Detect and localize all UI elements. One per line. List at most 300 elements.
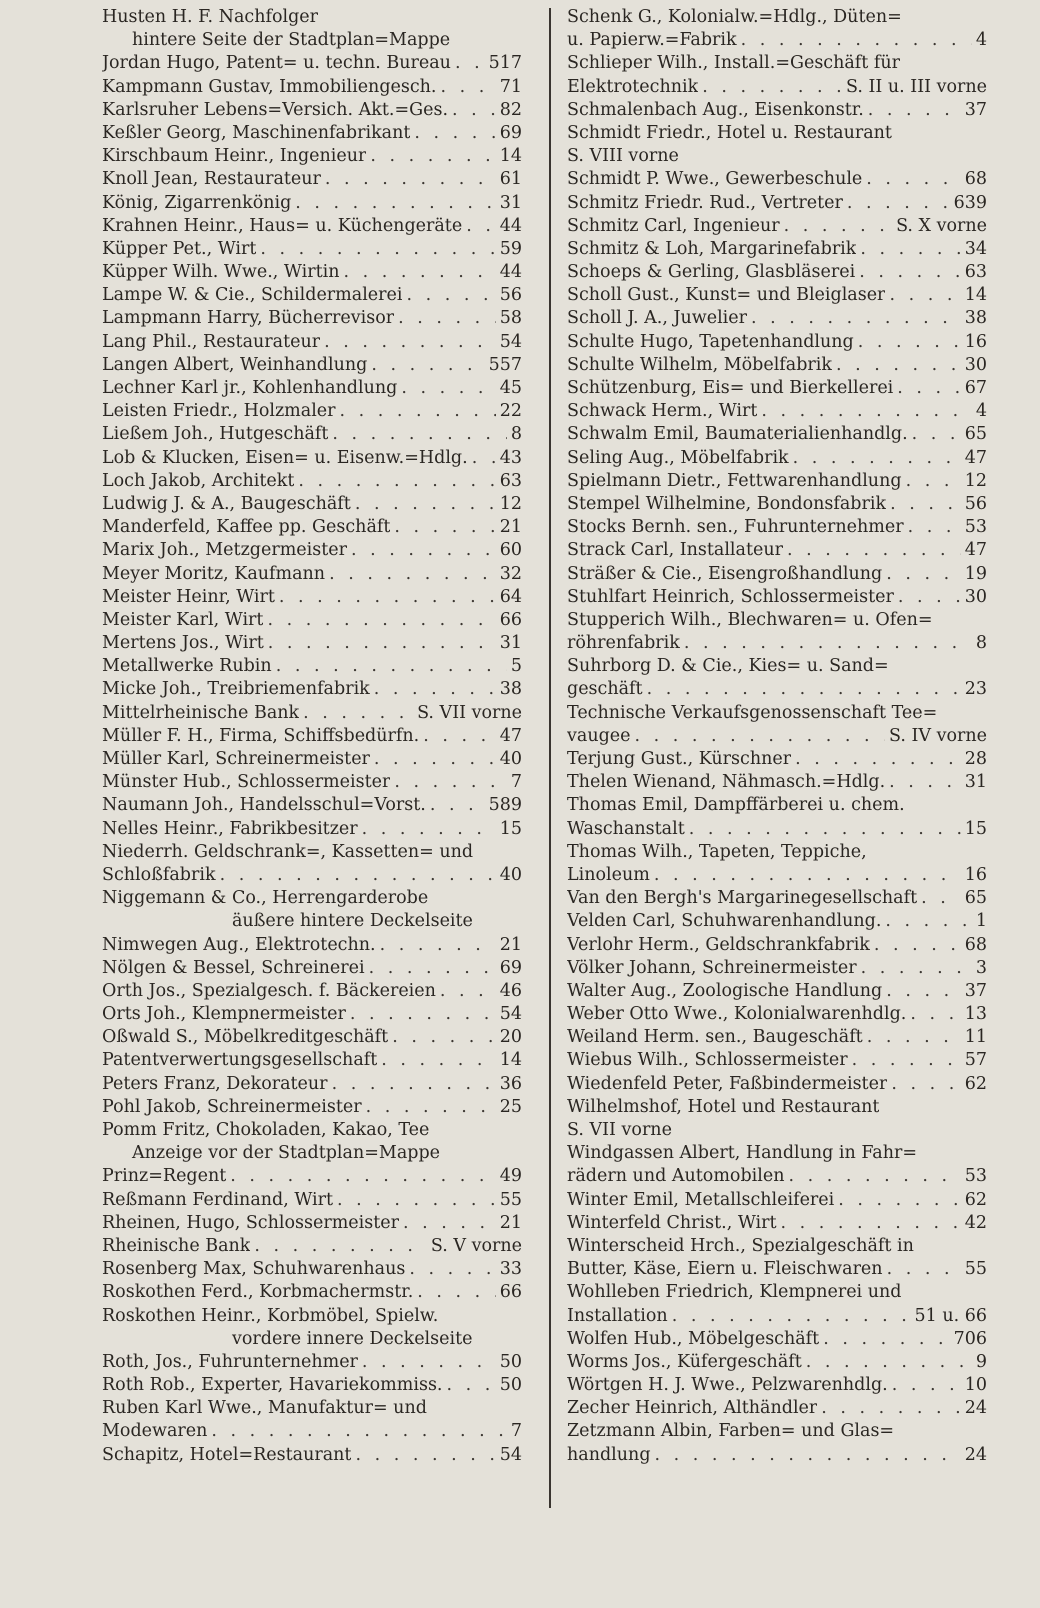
leader-dots [351, 539, 496, 562]
entry-name: Van den Bergh's Margarinegesellschaft [567, 888, 918, 909]
entry-page-ref: 24 [964, 1398, 987, 1419]
leader-dots [684, 632, 972, 655]
entry-name: Verlohr Herm., Geldschrankfabrik [567, 934, 870, 955]
leader-dots [340, 400, 496, 423]
leader-dots [891, 1073, 960, 1096]
leader-dots [921, 887, 961, 910]
directory-entry [567, 215, 987, 238]
leader-dots [295, 192, 495, 215]
leader-dots [268, 632, 496, 655]
directory-entry [102, 377, 522, 400]
entry-name: Nimwegen Aug., Elektrotechn. [102, 934, 376, 955]
entry-page-ref: S. II u. III vorne [846, 76, 987, 97]
directory-entry [102, 771, 522, 794]
leader-dots [892, 1374, 961, 1397]
directory-entry [567, 1096, 987, 1119]
directory-entry [567, 1351, 987, 1374]
entry-name: Thomas Wilh., Tapeten, Teppiche, [567, 841, 867, 862]
leader-dots [276, 655, 507, 678]
entry-page-ref: 40 [499, 749, 522, 769]
directory-entry [102, 1003, 522, 1026]
entry-name: Kampmann Gustav, Immobiliengesch. [102, 76, 437, 97]
leader-dots [861, 957, 972, 980]
entry-page-ref: 56 [499, 285, 522, 306]
directory-entry [567, 192, 987, 215]
entry-page-ref: 63 [499, 470, 522, 491]
entry-name: Schmitz Friedr. Rud., Vertreter [567, 192, 843, 213]
leader-dots [260, 238, 495, 261]
entry-page-ref: 37 [964, 99, 987, 120]
directory-entry [567, 168, 987, 191]
directory-entry [102, 1096, 522, 1119]
entry-name: Rosenberg Max, Schuhwarenhaus [102, 1259, 406, 1280]
entry-page-ref: S. X vorne [896, 215, 987, 236]
entry-name: Meister Karl, Wirt [102, 609, 264, 630]
directory-entry [102, 423, 522, 446]
leader-dots [325, 168, 496, 191]
leader-dots [267, 609, 495, 632]
entry-page-ref: S. IV vorne [888, 725, 987, 746]
entry-name: Winter Emil, Metallschleiferei [567, 1189, 835, 1210]
entry-page-ref: 25 [499, 1096, 522, 1117]
leader-dots [860, 238, 960, 261]
directory-entry [102, 493, 522, 516]
entry-page-ref: 7 [510, 772, 522, 793]
leader-dots [672, 1305, 911, 1328]
leader-dots [806, 1351, 972, 1374]
entry-name: Thelen Wienand, Nähmasch.=Hdlg. [567, 772, 886, 793]
entry-page-ref: 58 [499, 308, 522, 329]
leader-dots [350, 1003, 496, 1026]
entry-page-ref: 62 [964, 1189, 987, 1210]
directory-entry [567, 99, 987, 122]
directory-entry [102, 702, 522, 725]
entry-name: Orts Joh., Klempnermeister [102, 1004, 346, 1025]
directory-entry [102, 1258, 522, 1281]
entry-page-ref: 71 [499, 76, 522, 97]
entry-name: Micke Joh., Treibriemenfabrik [102, 679, 370, 700]
leader-dots [337, 1189, 496, 1212]
entry-name: Naumann Joh., Handelsschul=Vorst. [102, 795, 426, 816]
directory-entry [567, 331, 987, 354]
directory-entry [102, 725, 522, 748]
entry-name: Schmidt P. Wwe., Gewerbeschule [567, 169, 863, 190]
leader-dots [211, 1420, 506, 1443]
entry-name: Stocks Bernh. sen., Fuhrunternehmer [567, 517, 904, 538]
directory-entry [102, 632, 522, 655]
entry-name: Müller Karl, Schreinermeister [102, 749, 370, 769]
leader-dots [912, 423, 961, 446]
leader-dots [898, 586, 961, 609]
entry-page-ref: 21 [499, 1212, 522, 1233]
entry-name: Schmalenbach Aug., Eisenkonstr. [567, 99, 864, 120]
entry-name: Roskothen Ferd., Korbmachermstr. [102, 1282, 414, 1303]
entry-page-ref: 66 [499, 1282, 522, 1303]
directory-entry [102, 655, 522, 678]
entry-name: S. VII vorne [567, 1120, 672, 1140]
leader-dots [220, 864, 496, 887]
right-column [567, 6, 987, 1467]
entry-name: Husten H. F. Nachfolger [102, 7, 319, 27]
directory-entry [102, 864, 522, 887]
directory-entry [567, 52, 987, 75]
leader-dots [787, 539, 961, 562]
entry-page-ref: 37 [964, 980, 987, 1001]
entry-name: Suhrborg D. & Cie., Kies= u. Sand= [567, 656, 889, 677]
directory-entry [102, 215, 522, 238]
leader-dots [890, 493, 961, 516]
entry-page-ref: 47 [499, 725, 522, 746]
directory-entry [102, 447, 522, 470]
leader-dots [332, 423, 506, 446]
directory-entry [567, 1165, 987, 1188]
entry-page-ref: 59 [499, 238, 522, 259]
entry-page-ref: 12 [499, 493, 522, 514]
leader-dots [867, 1026, 961, 1049]
entry-name: Manderfeld, Kaffee pp. Geschäft [102, 517, 391, 538]
entry-page-ref: 15 [964, 818, 987, 839]
directory-entry [102, 52, 522, 75]
entry-name: Roth, Jos., Fuhrunternehmer [102, 1351, 358, 1372]
leader-dots [254, 1235, 426, 1258]
leader-dots [394, 516, 495, 539]
directory-entry [102, 794, 522, 817]
entry-page-ref: 42 [964, 1212, 987, 1233]
entry-page-ref: 12 [964, 470, 987, 491]
entry-name: Scholl J. A., Juwelier [567, 308, 747, 329]
directory-entry [102, 609, 522, 632]
entry-name: Installation [567, 1305, 668, 1326]
leader-dots [371, 354, 484, 377]
leader-dots [324, 331, 496, 354]
entry-name: Zetzmann Albin, Farben= und Glas= [567, 1421, 895, 1442]
directory-entry [102, 887, 522, 910]
entry-page-ref: 31 [964, 772, 987, 793]
leader-dots [401, 377, 495, 400]
leader-dots [847, 192, 950, 215]
entry-name: Thomas Emil, Dampffärberei u. chem. [567, 795, 905, 816]
entry-name: Münster Hub., Schlossermeister [102, 772, 391, 793]
directory-entry [567, 307, 987, 330]
entry-name: u. Papierw.=Fabrik [567, 30, 737, 51]
entry-page-ref: 15 [499, 818, 522, 839]
directory-entry [567, 794, 987, 817]
leader-dots [908, 516, 961, 539]
directory-entry [102, 76, 522, 99]
directory-entry [102, 957, 522, 980]
entry-name: Wilhelmshof, Hotel und Restaurant [567, 1096, 880, 1117]
directory-entry [102, 168, 522, 191]
entry-page-ref: 54 [499, 1004, 522, 1025]
entry-page-ref: 3 [975, 957, 987, 978]
entry-name: Elektrotechnik [567, 76, 699, 97]
directory-entry [567, 238, 987, 261]
directory-entry [102, 261, 522, 284]
entry-name: Ludwig J. & A., Baugeschäft [102, 493, 351, 514]
entry-name: Seling Aug., Möbelfabrik [567, 447, 789, 468]
entry-name: Lampmann Harry, Bücherrevisor [102, 308, 395, 329]
entry-name: Langen Albert, Weinhandlung [102, 354, 368, 375]
entry-name: Ruben Karl Wwe., Manufaktur= und [102, 1398, 427, 1419]
entry-name: Völker Johann, Schreinermeister [567, 957, 857, 978]
leader-dots [793, 447, 961, 470]
leader-dots [781, 1212, 961, 1235]
leader-dots [355, 493, 496, 516]
leader-dots [279, 586, 496, 609]
entry-page-ref: 51 u. 66 [914, 1305, 987, 1326]
entry-page-ref: 22 [499, 401, 522, 422]
directory-entry [567, 655, 987, 678]
leader-dots [689, 818, 961, 841]
directory-entry [567, 1119, 987, 1142]
entry-page-ref: 8 [510, 424, 522, 445]
entry-page-ref: 21 [499, 934, 522, 955]
leader-dots [868, 99, 961, 122]
entry-page-ref: 7 [510, 1421, 522, 1442]
directory-entry [567, 516, 987, 539]
directory-entry [102, 1351, 522, 1374]
entry-page-ref: 57 [964, 1050, 987, 1071]
leader-dots [838, 1189, 960, 1212]
directory-entry [567, 493, 987, 516]
entry-name: Strack Carl, Installateur [567, 540, 783, 561]
entry-page-ref: 30 [964, 354, 987, 375]
entry-page-ref: 38 [964, 308, 987, 329]
entry-page-ref: 19 [964, 563, 987, 584]
leader-dots [403, 1212, 496, 1235]
entry-name: Schlieper Wilh., Install.=Geschäft für [567, 53, 900, 74]
entry-page-ref: 11 [964, 1027, 987, 1048]
entry-page-ref: 60 [499, 540, 522, 561]
entry-page-ref: S. V vorne [430, 1235, 522, 1256]
entry-name: Weiland Herm. sen., Baugeschäft [567, 1027, 863, 1048]
entry-page-ref: 54 [499, 331, 522, 352]
entry-name: Technische Verkaufsgenossenschaft Tee= [567, 702, 938, 723]
leader-dots [821, 1397, 960, 1420]
entry-page-ref: 53 [964, 1166, 987, 1187]
directory-entry [102, 192, 522, 215]
entry-page-ref: S. VII vorne [417, 702, 522, 723]
leader-dots [647, 678, 961, 701]
entry-page-ref: 47 [964, 540, 987, 561]
leader-dots [369, 957, 496, 980]
directory-entry [567, 377, 987, 400]
directory-entry [567, 1420, 987, 1443]
directory-entry [567, 1189, 987, 1212]
entry-page-ref: 66 [499, 609, 522, 630]
entry-name: Stuhlfart Heinrich, Schlossermeister [567, 586, 894, 607]
entry-name: Patentverwertungsgesellschaft [102, 1050, 378, 1071]
directory-entry [567, 725, 987, 748]
directory-entry [102, 1119, 522, 1142]
directory-entry [567, 818, 987, 841]
directory-entry [102, 539, 522, 562]
entry-name: Ließem Joh., Hutgeschäft [102, 424, 329, 445]
entry-page-ref: 28 [964, 749, 987, 769]
entry-name: Wiebus Wilh., Schlossermeister [567, 1050, 848, 1071]
leader-dots [366, 1096, 496, 1119]
directory-entry [102, 1212, 522, 1235]
directory-entry [102, 1305, 522, 1328]
leader-dots [789, 1165, 961, 1188]
entry-page-ref: 50 [499, 1375, 522, 1396]
directory-entry [567, 1049, 987, 1072]
directory-entry [567, 284, 987, 307]
entry-page-ref: 32 [499, 563, 522, 584]
entry-name: Mertens Jos., Wirt [102, 633, 264, 654]
directory-entry [102, 1026, 522, 1049]
leader-dots [886, 980, 960, 1003]
directory-entry [102, 331, 522, 354]
entry-page-ref: 47 [964, 447, 987, 468]
entry-name: Wolfen Hub., Möbelgeschäft [567, 1328, 820, 1349]
entry-name: Nölgen & Bessel, Schreinerei [102, 957, 365, 978]
directory-entry [102, 284, 522, 307]
directory-entry [102, 678, 522, 701]
directory-entry [567, 609, 987, 632]
entry-name: Schwack Herm., Wirt [567, 401, 758, 422]
entry-name: Pomm Fritz, Chokoladen, Kakao, Tee [102, 1120, 430, 1140]
leader-dots [887, 1258, 961, 1281]
entry-name: Stempel Wilhelmine, Bondonsfabrik [567, 493, 887, 514]
entry-name: Worms Jos., Küfergeschäft [567, 1351, 802, 1372]
entry-page-ref: 9 [975, 1351, 987, 1372]
entry-page-ref: 65 [964, 888, 987, 909]
entry-page-ref: 68 [964, 934, 987, 955]
leader-dots [394, 771, 507, 794]
entry-page-ref: 14 [499, 1050, 522, 1071]
entry-name: Terjung Gust., Kürschner [567, 749, 792, 769]
entry-name: Lob & Klucken, Eisen= u. Eisenw.=Hdlg. [102, 447, 468, 468]
entry-name: Schützenburg, Eis= und Bierkellerei [567, 378, 894, 398]
leader-dots [795, 748, 961, 771]
entry-name: Walter Aug., Zoologische Handlung [567, 980, 883, 1001]
leader-dots [298, 470, 495, 493]
entry-name: Reßmann Ferdinand, Wirt [102, 1189, 334, 1210]
entry-name: Schwalm Emil, Baumaterialienhandlg. [567, 424, 908, 445]
directory-entry [102, 1235, 522, 1258]
leader-dots [874, 934, 961, 957]
entry-page-ref: 4 [975, 401, 987, 422]
entry-name: Schulte Hugo, Tapetenhandlung [567, 331, 854, 352]
entry-page-ref: 16 [964, 864, 987, 885]
entry-name: Niggemann & Co., Herrengarderobe [102, 888, 429, 909]
leader-dots [635, 725, 885, 748]
entry-name: Prinz=Regent [102, 1166, 227, 1187]
directory-entry [102, 910, 522, 933]
leader-dots [885, 910, 971, 933]
directory-entry [567, 1305, 987, 1328]
entry-name: Stupperich Wilh., Blechwaren= u. Ofen= [567, 609, 933, 630]
directory-entry [102, 99, 522, 122]
entry-name: Marix Joh., Metzgermeister [102, 540, 347, 561]
entry-name: Knoll Jean, Restaurateur [102, 169, 321, 190]
leader-dots [897, 377, 960, 400]
directory-entry [102, 586, 522, 609]
entry-name: Butter, Käse, Eiern u. Fleischwaren [567, 1259, 883, 1280]
leader-dots [362, 818, 496, 841]
directory-entry [567, 586, 987, 609]
entry-page-ref: 54 [499, 1444, 522, 1465]
leader-dots [303, 702, 413, 725]
entry-name: Rheinische Bank [102, 1235, 251, 1256]
entry-page-ref: 67 [964, 378, 987, 398]
directory-entry [102, 400, 522, 423]
entry-page-ref: 46 [499, 980, 522, 1001]
entry-page-ref: 68 [964, 169, 987, 190]
entry-page-ref: 53 [964, 517, 987, 538]
entry-name: Metallwerke Rubin [102, 656, 272, 677]
directory-entry [102, 1049, 522, 1072]
leader-dots [866, 168, 960, 191]
leader-dots [823, 1328, 949, 1351]
entry-name: Meyer Moritz, Kaufmann [102, 563, 326, 584]
entry-page-ref: 20 [499, 1027, 522, 1048]
directory-entry [567, 1142, 987, 1165]
directory-entry [567, 748, 987, 771]
directory-entry [102, 1189, 522, 1212]
directory-entry [567, 1003, 987, 1026]
entry-name: hintere Seite der Stadtplan=Mappe [132, 30, 451, 51]
entry-name: Leisten Friedr., Holzmaler [102, 401, 336, 422]
directory-entry [102, 1073, 522, 1096]
directory-entry [567, 632, 987, 655]
directory-entry [102, 1281, 522, 1304]
leader-dots [447, 1374, 496, 1397]
entry-page-ref: 55 [964, 1259, 987, 1280]
entry-name: Lechner Karl jr., Kohlenhandlung [102, 378, 398, 398]
directory-entry [567, 1073, 987, 1096]
directory-entry [567, 1258, 987, 1281]
leader-dots [430, 794, 485, 817]
directory-entry [567, 1281, 987, 1304]
entry-page-ref: 31 [499, 192, 522, 213]
entry-page-ref: 65 [964, 424, 987, 445]
entry-name: Krahnen Heinr., Haus= u. Küchengeräte [102, 215, 463, 236]
directory-entry [102, 1444, 522, 1467]
directory-entry [567, 1374, 987, 1397]
entry-name: geschäft [567, 679, 643, 700]
leader-dots [423, 725, 496, 748]
directory-entry [567, 354, 987, 377]
entry-name: Pohl Jakob, Schreinermeister [102, 1096, 362, 1117]
directory-entry [567, 841, 987, 864]
leader-dots [398, 307, 496, 330]
directory-entry [102, 841, 522, 864]
directory-entry [102, 563, 522, 586]
entry-name: Kirschbaum Heinr., Ingenieur [102, 146, 367, 167]
leader-dots [370, 145, 495, 168]
entry-name: Schmidt Friedr., Hotel u. Restaurant [567, 122, 892, 143]
entry-page-ref: 33 [499, 1259, 522, 1280]
entry-name: Oßwald S., Möbelkreditgeschäft [102, 1027, 389, 1048]
entry-page-ref: 24 [964, 1444, 987, 1465]
entry-page-ref: 13 [964, 1004, 987, 1025]
entry-page-ref: 517 [488, 53, 522, 74]
leader-dots [702, 76, 842, 99]
directory-entry [102, 145, 522, 168]
entry-page-ref: 38 [499, 679, 522, 700]
entry-name: Rheinen, Hugo, Schlossermeister [102, 1212, 399, 1233]
directory-entry [102, 1142, 522, 1165]
directory-entry [102, 748, 522, 771]
leader-dots [417, 1281, 495, 1304]
entry-page-ref: 34 [964, 238, 987, 259]
leader-dots [392, 1026, 496, 1049]
entry-page-ref: 557 [488, 354, 522, 375]
entry-page-ref: 40 [499, 864, 522, 885]
leader-dots [906, 470, 961, 493]
